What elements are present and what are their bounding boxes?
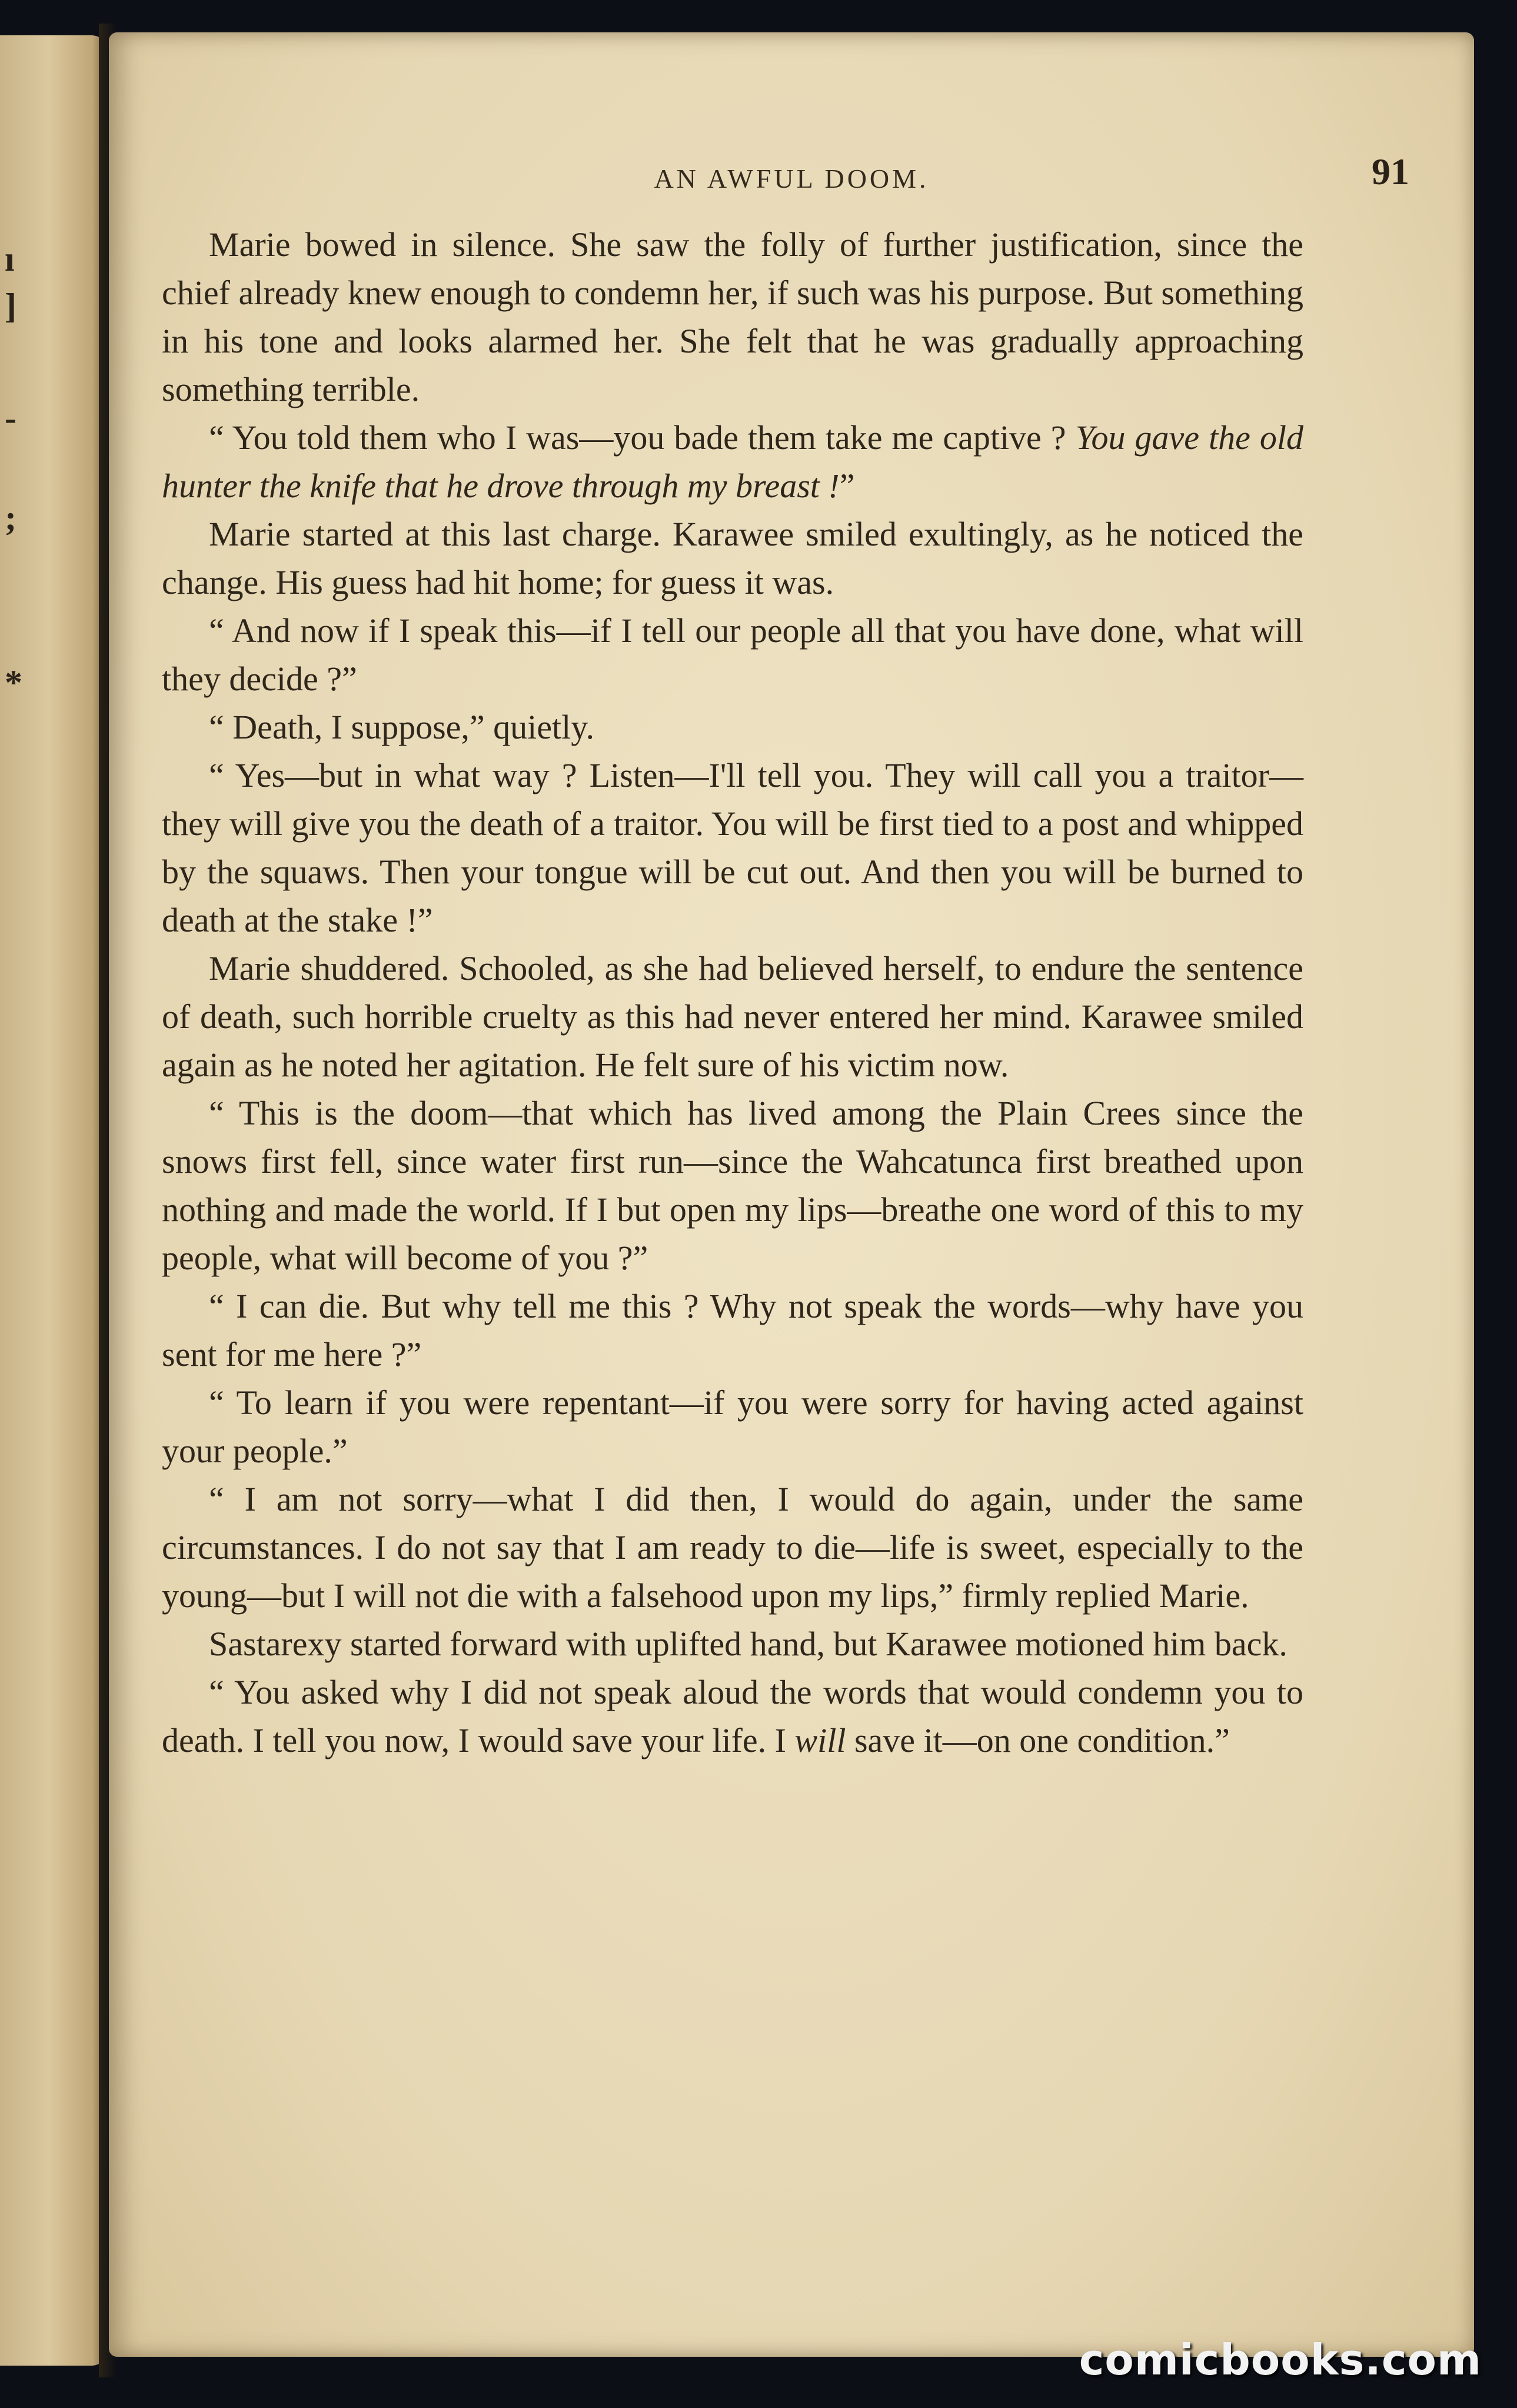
paragraph: “ Yes—but in what way ? Listen—I'll tell you. They will call you a traitor—they will give you the death of a traitor. You will be first tied to a post and whipped by the squaws. Then your tongue will be cut out. And then you will be burned to death at the stake !” — [162, 756, 1303, 939]
paragraph: “ And now if I speak this—if I tell our people all that you have done, what will they decide ?” — [162, 611, 1303, 698]
italic-text: will — [794, 1721, 846, 1760]
left-page-fragment-mark: ; — [5, 498, 16, 537]
left-page-fragment-mark: ] — [5, 287, 16, 325]
paragraph: “ I can die. But why tell me this ? Why not speak the words—why have you sent for me here ?” — [162, 1287, 1303, 1373]
running-title: AN AWFUL DOOM. — [654, 164, 929, 194]
paragraph: “ To learn if you were repentant—if you were sorry for having acted against your people.” — [162, 1383, 1303, 1470]
paragraph: Marie bowed in silence. She saw the folly of further justification, since the chief already knew enough to condemn her, if such was his purpose. But something in his tone and looks alarmed her. She felt that he was gradually approaching something terrible. — [162, 225, 1303, 408]
italic-text: You gave the old hunter the knife that he drove through my breast ! — [162, 418, 1304, 505]
left-page-fragment-mark: - — [5, 398, 16, 437]
page-header — [109, 150, 1474, 197]
quote-closing: save it—on one condition.” — [846, 1721, 1230, 1760]
paragraph: Marie shuddered. Schooled, as she had believed herself, to endure the sentence of death, such horrible cruelty as this had never entered her mind. Karawee smiled again as he noted her agitation. He felt sure of his victim now. — [162, 949, 1303, 1084]
paragraph — [162, 1668, 1303, 1765]
page-number: 91 — [1372, 151, 1409, 192]
watermark: comicbooks.com — [1079, 2335, 1482, 2384]
book-page — [109, 32, 1474, 2357]
left-page-edge — [0, 35, 109, 2366]
quote-closing: ” — [839, 467, 855, 505]
quote-opening: “ You told them who I was—you bade them take me captive ? — [209, 418, 1076, 457]
body-text — [162, 221, 1303, 1765]
paragraph: Marie started at this last charge. Karawee smiled exultingly, as he noticed the change. His guess had hit home; for guess it was. — [162, 515, 1303, 601]
paragraph: “ Death, I suppose,” quietly. — [209, 708, 594, 746]
paragraph: Sastarexy started forward with uplifted hand, but Karawee motioned him back. — [209, 1625, 1288, 1663]
paragraph — [162, 414, 1303, 510]
left-page-fragment-mark: * — [5, 663, 22, 702]
paragraph: “ This is the doom—that which has lived among the Plain Crees since the snows first fell, since water first run—since the Wahcatunca first breathed upon nothing and made the world. If I but open my lips—breathe one word of this to my people, what will become of you ?” — [162, 1094, 1303, 1277]
paragraph: “ I am not sorry—what I did then, I would do again, under the same circumstances. I do not say that I am ready to die—life is sweet, especially to the young—but I will not die with a falsehood upon my lips,” firmly replied Marie. — [162, 1480, 1303, 1615]
quote-opening: “ You asked why I did not speak aloud the words that would condemn you to death. I tell you now, I would save your life. I — [162, 1673, 1303, 1760]
left-page-fragment-mark: ı — [5, 240, 15, 278]
